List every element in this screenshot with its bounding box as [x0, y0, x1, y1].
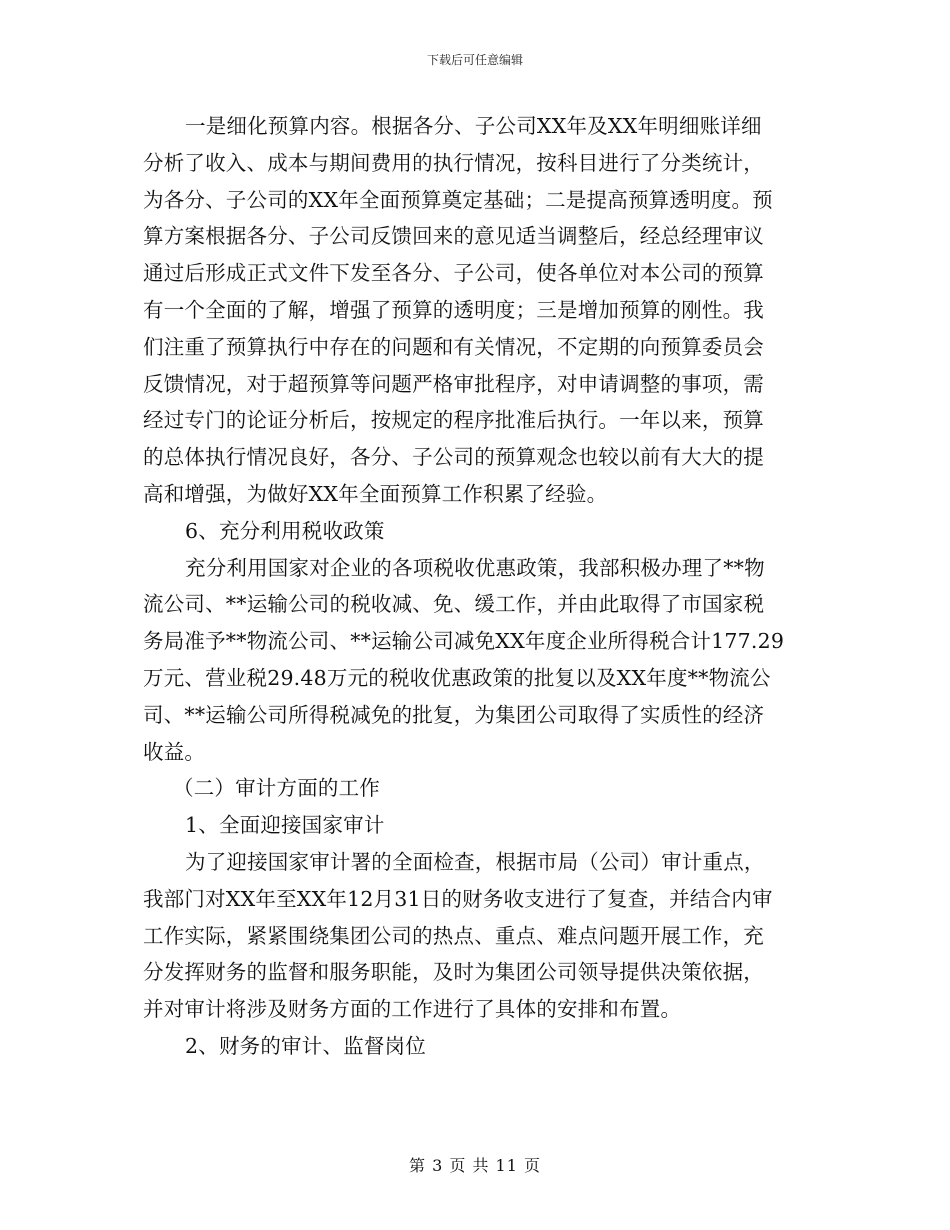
paragraph-line: 通过后形成正式文件下发至各分、子公司，使各单位对本公司的预算	[143, 261, 764, 286]
paragraph-line: 高和增强，为做好XX年全面预算工作积累了经验。	[143, 481, 608, 506]
paragraph-line: 经过专门的论证分析后，按规定的程序批准后执行。一年以来，预算	[143, 408, 764, 433]
paragraph-line: 并对审计将涉及财务方面的工作进行了具体的安排和布置。	[143, 997, 682, 1022]
paragraph-line: 为各分、子公司的XX年全面预算奠定基础；二是提高预算透明度。预	[143, 187, 773, 212]
document-body	[143, 108, 808, 1065]
paragraph-line: 有一个全面的了解，增强了预算的透明度；三是增加预算的刚性。我	[143, 297, 764, 322]
section-heading: 1、全面迎接国家审计	[185, 813, 385, 838]
paragraph-line: 我部门对XX年至XX年12月31日的财务收支进行了复查，并结合内审	[143, 886, 773, 911]
paragraph-line: 务局准予**物流公司、**运输公司减免XX年度企业所得税合计177.29	[143, 629, 785, 654]
page-footer: 第 3 页 共 11 页	[409, 1156, 541, 1175]
section-heading: 6、充分利用税收政策	[185, 518, 385, 543]
paragraph-line: 一是细化预算内容。根据各分、子公司XX年及XX年明细账详细	[185, 114, 762, 138]
paragraph-line: 的总体执行情况良好，各分、子公司的预算观念也较以前有大大的提	[143, 445, 764, 470]
paragraph-line: 们注重了预算执行中存在的问题和有关情况，不定期的向预算委员会	[143, 334, 764, 359]
paragraph-line: 分析了收入、成本与期间费用的执行情况，按科目进行了分类统计，	[143, 150, 764, 175]
paragraph-line: 流公司、**运输公司的税收减、免、缓工作，并由此取得了市国家税	[143, 592, 765, 617]
paragraph-line: 充分利用国家对企业的各项税收优惠政策，我部积极办理了**物	[185, 555, 765, 580]
paragraph-line: 工作实际，紧紧围绕集团公司的热点、重点、难点问题开展工作，充	[143, 923, 764, 948]
paragraph-line: 司、**运输公司所得税减免的批复，为集团公司取得了实质性的经济	[143, 702, 765, 727]
section-heading: （二）审计方面的工作	[173, 776, 380, 801]
paragraph-line: 万元、营业税29.48万元的税收优惠政策的批复以及XX年度**物流公	[143, 665, 771, 690]
paragraph-line: 收益。	[143, 739, 206, 764]
section-heading: 2、财务的审计、监督岗位	[185, 1033, 426, 1058]
paragraph-line: 分发挥财务的监督和服务职能，及时为集团公司领导提供决策依据，	[143, 960, 764, 985]
page-header: 下载后可任意编辑	[426, 53, 523, 67]
paragraph-line: 反馈情况，对于超预算等问题严格审批程序，对申请调整的事项，需	[143, 371, 764, 396]
paragraph-line: 为了迎接国家审计署的全面检查，根据市局（公司）审计重点，	[185, 849, 765, 874]
paragraph-line: 算方案根据各分、子公司反馈回来的意见适当调整后，经总经理审议	[143, 224, 764, 249]
